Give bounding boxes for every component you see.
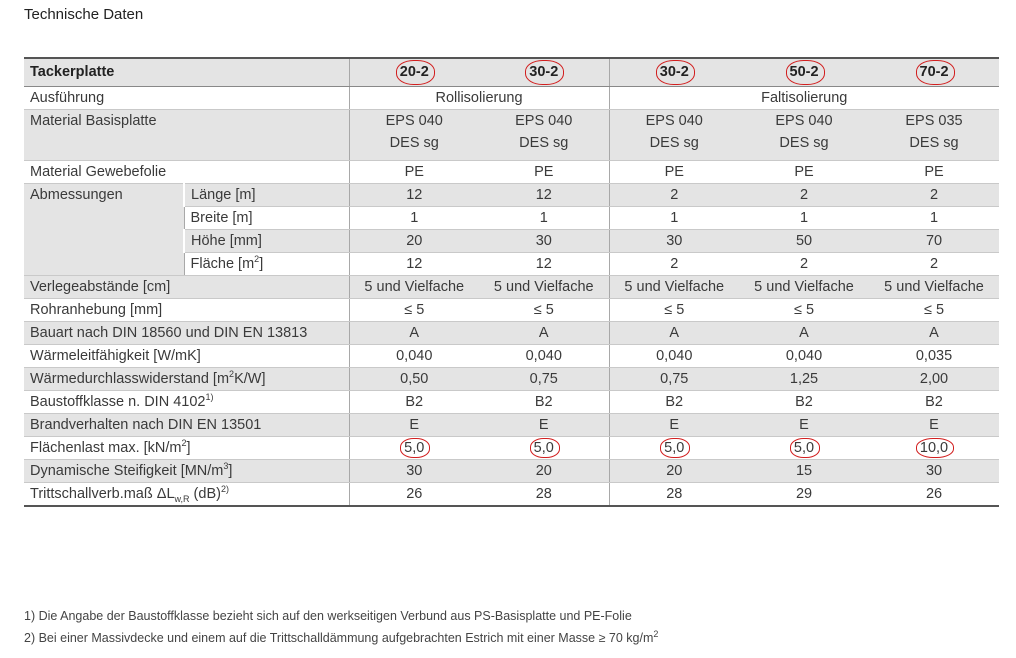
label-flaeche-sup: 2	[254, 254, 260, 265]
row-rohranhebung	[24, 299, 999, 322]
row-verlegeabstaende	[24, 276, 999, 299]
cell: A	[609, 322, 739, 345]
cell: PE	[609, 161, 739, 184]
footnote-2	[24, 628, 659, 645]
cell: PE	[349, 161, 479, 184]
row-baustoffklasse	[24, 391, 999, 414]
basis-line1-3: EPS 040	[775, 113, 833, 129]
cell: PE	[869, 161, 999, 184]
cell: 1	[479, 207, 609, 230]
label-dynamische-steifigkeit	[24, 460, 349, 483]
table-header-row	[24, 58, 999, 87]
cell: A	[349, 322, 479, 345]
label-baustoffklasse	[24, 391, 349, 414]
basis-line1-2: EPS 040	[645, 113, 703, 129]
cell: E	[739, 414, 869, 437]
cell: 20	[349, 230, 479, 253]
cell: 2	[869, 253, 999, 276]
cell: 0,040	[609, 345, 739, 368]
group-rollisolierung: Rollisolierung	[349, 87, 609, 110]
cell: B2	[479, 391, 609, 414]
label-material-basisplatte: Material Basisplatte	[24, 110, 349, 161]
label-brandverhalten: Brandverhalten nach DIN EN 13501	[24, 414, 349, 437]
row-material-basisplatte	[24, 110, 999, 161]
label-waermeleitfaehigkeit: Wärmeleitfähigkeit [W/mK]	[24, 345, 349, 368]
cell: 5 und Vielfache	[479, 276, 609, 299]
cell: 26	[349, 483, 479, 507]
label-flaechenlast-text: Flächenlast max. [kN/m	[30, 440, 182, 456]
cell: 15	[739, 460, 869, 483]
cell: 30	[869, 460, 999, 483]
flaechenlast-value-2: 5,0	[664, 437, 684, 459]
row-laenge	[24, 184, 999, 207]
cell: ≤ 5	[479, 299, 609, 322]
cell: 12	[479, 253, 609, 276]
row-bauart	[24, 322, 999, 345]
basis-line1-4: EPS 035	[905, 113, 963, 129]
cell: 30	[349, 460, 479, 483]
cell: ≤ 5	[739, 299, 869, 322]
cell: 0,040	[739, 345, 869, 368]
cell: 2	[609, 184, 739, 207]
label-flaechenlast	[24, 437, 349, 460]
footnote-1: 1) Die Angabe der Baustoffklasse bezieht sich auf den werkseitigen Verbund aus PS-Basisplatte und PE-Folie	[24, 609, 632, 623]
label-tritt-sub: w,R	[174, 493, 190, 504]
cell: 2	[739, 253, 869, 276]
cell: ≤ 5	[609, 299, 739, 322]
cell: 2,00	[869, 368, 999, 391]
label-hoehe: Höhe [mm]	[184, 230, 349, 253]
label-material-gewebefolie: Material Gewebefolie	[24, 161, 349, 184]
flaechenlast-value-0: 5,0	[404, 437, 424, 459]
row-ausfuehrung	[24, 87, 999, 110]
cell: 1	[349, 207, 479, 230]
cell: B2	[869, 391, 999, 414]
cell: 70	[869, 230, 999, 253]
cell: 1	[869, 207, 999, 230]
model-30-2-roll: 30-2	[529, 59, 558, 86]
basis-line2-0: DES sg	[389, 135, 439, 151]
cell: ≤ 5	[349, 299, 479, 322]
label-flaechenlast-sup: 2	[181, 438, 187, 449]
page-title: Technische Daten	[24, 6, 144, 23]
cell: 0,040	[479, 345, 609, 368]
cell: 0,035	[869, 345, 999, 368]
basis-line1-1: EPS 040	[515, 113, 573, 129]
label-bauart: Bauart nach DIN 18560 und DIN EN 13813	[24, 322, 349, 345]
cell: 0,040	[349, 345, 479, 368]
label-ausfuehrung: Ausführung	[24, 87, 349, 110]
row-waermedurchlasswiderstand	[24, 368, 999, 391]
cell: 1	[609, 207, 739, 230]
cell: 50	[739, 230, 869, 253]
cell: 5 und Vielfache	[609, 276, 739, 299]
basis-line1-0: EPS 040	[385, 113, 443, 129]
row-material-gewebefolie	[24, 161, 999, 184]
cell: PE	[479, 161, 609, 184]
cell: E	[349, 414, 479, 437]
row-brandverhalten	[24, 414, 999, 437]
cell: E	[869, 414, 999, 437]
cell: 30	[479, 230, 609, 253]
label-wdw-post: K/W]	[234, 371, 266, 387]
cell: 5 und Vielfache	[869, 276, 999, 299]
model-20-2: 20-2	[400, 59, 429, 86]
cell: PE	[739, 161, 869, 184]
cell: 26	[869, 483, 999, 507]
cell: 1	[739, 207, 869, 230]
cell: ≤ 5	[869, 299, 999, 322]
cell: 12	[349, 253, 479, 276]
cell: 0,75	[609, 368, 739, 391]
label-wdw-text: Wärmedurchlasswiderstand [m	[30, 371, 230, 387]
cell: 0,50	[349, 368, 479, 391]
row-flaechenlast	[24, 437, 999, 460]
cell: 2	[869, 184, 999, 207]
label-laenge: Länge [m]	[184, 184, 349, 207]
cell: A	[479, 322, 609, 345]
label-tritt-text: Trittschallverb.maß ΔL	[30, 486, 175, 502]
technical-data-table	[24, 57, 999, 507]
label-baustoff-text: Baustoffklasse n. DIN 4102	[30, 394, 206, 410]
cell: A	[869, 322, 999, 345]
label-dyn-post: ]	[228, 463, 233, 479]
cell: B2	[609, 391, 739, 414]
cell: 20	[609, 460, 739, 483]
header-label: Tackerplatte	[24, 58, 349, 87]
cell: 5 und Vielfache	[349, 276, 479, 299]
label-wdw-sup: 2	[229, 369, 235, 380]
row-waermeleitfaehigkeit	[24, 345, 999, 368]
label-abmessungen: Abmessungen	[24, 184, 184, 276]
cell: A	[739, 322, 869, 345]
cell: 5 und Vielfache	[739, 276, 869, 299]
label-verlegeabstaende: Verlegeabstände [cm]	[24, 276, 349, 299]
label-tritt-sup: 2)	[220, 484, 229, 495]
cell: 20	[479, 460, 609, 483]
footnote-2-text: 2) Bei einer Massivdecke und einem auf die Trittschalldämmung aufgebrachten Estrich mit einer Masse ≥ 70 kg/m	[24, 631, 654, 645]
model-30-2-falt: 30-2	[660, 59, 689, 86]
basis-line2-4: DES sg	[909, 135, 959, 151]
cell: 30	[609, 230, 739, 253]
label-trittschall	[24, 483, 349, 507]
group-faltisolierung: Faltisolierung	[609, 87, 999, 110]
label-dyn-text: Dynamische Steifigkeit [MN/m	[30, 463, 224, 479]
footnote-2-sup: 2	[653, 628, 659, 639]
flaechenlast-value-4: 10,0	[920, 437, 948, 459]
cell: B2	[349, 391, 479, 414]
cell: 2	[609, 253, 739, 276]
label-dyn-sup: 3	[223, 461, 229, 472]
cell: 12	[349, 184, 479, 207]
cell: 2	[739, 184, 869, 207]
label-rohranhebung: Rohranhebung [mm]	[24, 299, 349, 322]
row-dynamische-steifigkeit	[24, 460, 999, 483]
cell: 29	[739, 483, 869, 507]
cell: E	[609, 414, 739, 437]
basis-line2-3: DES sg	[779, 135, 829, 151]
flaechenlast-value-3: 5,0	[794, 437, 814, 459]
basis-line2-2: DES sg	[649, 135, 699, 151]
cell: 1,25	[739, 368, 869, 391]
cell: B2	[739, 391, 869, 414]
cell: E	[479, 414, 609, 437]
model-50-2: 50-2	[790, 59, 819, 86]
basis-line2-1: DES sg	[519, 135, 569, 151]
row-trittschall	[24, 483, 999, 507]
flaechenlast-value-1: 5,0	[534, 437, 554, 459]
label-flaechenlast-post: ]	[186, 440, 191, 456]
label-tritt-post: (dB)	[189, 486, 221, 502]
cell: 28	[609, 483, 739, 507]
cell: 0,75	[479, 368, 609, 391]
label-flaeche	[184, 253, 349, 276]
label-breite: Breite [m]	[184, 207, 349, 230]
label-flaeche-post: ]	[259, 256, 264, 272]
cell: 12	[479, 184, 609, 207]
model-70-2: 70-2	[920, 59, 949, 86]
label-baustoff-sup: 1)	[205, 392, 214, 403]
label-flaeche-text: Fläche [m	[190, 256, 255, 272]
label-waermedurchlasswiderstand	[24, 368, 349, 391]
cell: 28	[479, 483, 609, 507]
